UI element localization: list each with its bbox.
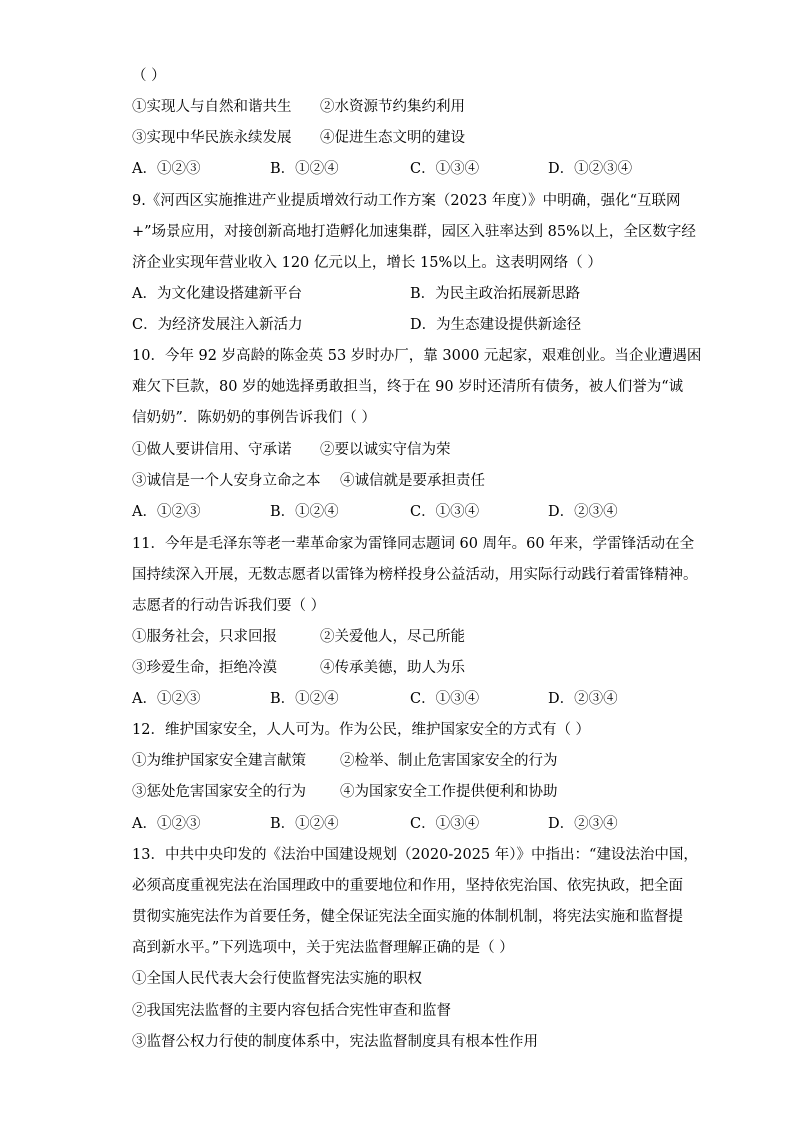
q11-stem-line-3: 志愿者的行动告诉我们要（ ）	[132, 598, 326, 614]
q12-statement-4: ④为国家安全工作提供便利和协助	[340, 784, 558, 800]
q12-option-d: D．②③④	[548, 816, 618, 832]
q10-statement-4: ④诚信就是要承担责任	[340, 473, 485, 489]
q13-stem-line-4: 高到新水平。”下列选项中，关于宪法监督理解正确的是（ ）	[132, 940, 514, 956]
q9-option-c: C．为经济发展注入新活力	[132, 317, 303, 333]
q10-statement-2: ②要以诚实守信为荣	[320, 442, 451, 458]
q8-option-b: B．①②④	[270, 161, 339, 177]
q11-statement-3: ③珍爱生命，拒绝冷漠	[132, 660, 277, 676]
q11-option-c: C．①③④	[410, 691, 480, 707]
q8-statement-4: ④促进生态文明的建设	[320, 130, 465, 146]
q12-statement-3: ③惩处危害国家安全的行为	[132, 784, 306, 800]
q10-option-c: C．①③④	[410, 504, 480, 520]
q13-statement-1: ①全国人民代表大会行使监督宪法实施的职权	[132, 971, 422, 987]
q13-statement-3: ③监督公权力行使的制度体系中，宪法监督制度具有根本性作用	[132, 1034, 538, 1050]
q13-stem-line-1: 13．中共中央印发的《法治中国建设规划（2020-2025 年）》中指出：“建设法治中国，	[132, 847, 698, 863]
q10-statement-3: ③诚信是一个人安身立命之本	[132, 473, 321, 489]
q9-stem-line-1: 9.《河西区实施推进产业提质增效行动工作方案（2023 年度）》中明确，强化“互联网	[132, 193, 681, 209]
q9-stem-line-3: 济企业实现年营业收入 120 亿元以上，增长 15%以上。这表明网络（ ）	[132, 255, 602, 271]
q8-option-a: A．①②③	[132, 161, 201, 177]
q13-stem-line-3: 贯彻实施宪法作为首要任务，健全保证宪法全面实施的体制机制，将宪法实施和监督提	[132, 909, 683, 925]
q11-stem-line-2: 国持续深入开展，无数志愿者以雷锋为榜样投身公益活动，用实际行动践行着雷锋精神。	[132, 567, 698, 583]
q12-option-c: C．①③④	[410, 816, 480, 832]
q8-option-c: C．①③④	[410, 161, 480, 177]
q11-statement-2: ②关爱他人，尽己所能	[320, 629, 465, 645]
q9-option-a: A．为文化建设搭建新平台	[132, 286, 302, 302]
q11-option-d: D．②③④	[548, 691, 618, 707]
q10-statement-1: ①做人要讲信用、守承诺	[132, 442, 292, 458]
q10-stem-line-3: 信奶奶”．陈奶奶的事例告诉我们（ ）	[132, 410, 377, 426]
q9-stem-line-2: +”场景应用，对接创新高地打造孵化加速集群，园区入驻率达到 85%以上，全区数字经	[132, 224, 696, 240]
q11-stem-line-1: 11．今年是毛泽东等老一辈革命家为雷锋同志题词 60 周年。60 年来，学雷锋活动在全	[132, 536, 695, 552]
q8-statement-1: ①实现人与自然和谐共生	[132, 99, 292, 115]
q13-statement-2: ②我国宪法监督的主要内容包括合宪性审查和监督	[132, 1003, 451, 1019]
q12-statement-1: ①为维护国家安全建言献策	[132, 753, 306, 769]
q12-statement-2: ②检举、制止危害国家安全的行为	[340, 753, 558, 769]
q8-statement-2: ②水资源节约集约利用	[320, 99, 465, 115]
q9-option-d: D．为生态建设提供新途径	[410, 317, 582, 333]
q8-statement-3: ③实现中华民族永续发展	[132, 130, 292, 146]
q10-stem-line-1: 10．今年 92 岁高龄的陈金英 53 岁时办厂，靠 3000 元起家，艰难创业。当企业遭遇困	[132, 348, 702, 364]
q11-option-b: B．①②④	[270, 691, 339, 707]
q10-option-d: D．②③④	[548, 504, 618, 520]
q11-option-a: A．①②③	[132, 691, 201, 707]
q10-option-a: A．①②③	[132, 504, 201, 520]
q12-stem-line-1: 12．维护国家安全，人人可为。作为公民，维护国家安全的方式有（ ）	[132, 722, 591, 738]
q10-stem-line-2: 难欠下巨款，80 岁的她选择勇敢担当，终于在 90 岁时还清所有债务，被人们誉为“诚	[132, 379, 684, 395]
q13-stem-line-2: 必须高度重视宪法在治国理政中的重要地位和作用，坚持依宪治国、依宪执政，把全面	[132, 878, 683, 894]
q9-option-b: B．为民主政治拓展新思路	[410, 286, 581, 302]
q8-answer-paren: （ ）	[132, 68, 166, 84]
q11-statement-1: ①服务社会，只求回报	[132, 629, 277, 645]
q10-option-b: B．①②④	[270, 504, 339, 520]
q12-option-a: A．①②③	[132, 816, 201, 832]
q8-option-d: D．①②③④	[548, 161, 633, 177]
q12-option-b: B．①②④	[270, 816, 339, 832]
q11-statement-4: ④传承美德，助人为乐	[320, 660, 465, 676]
